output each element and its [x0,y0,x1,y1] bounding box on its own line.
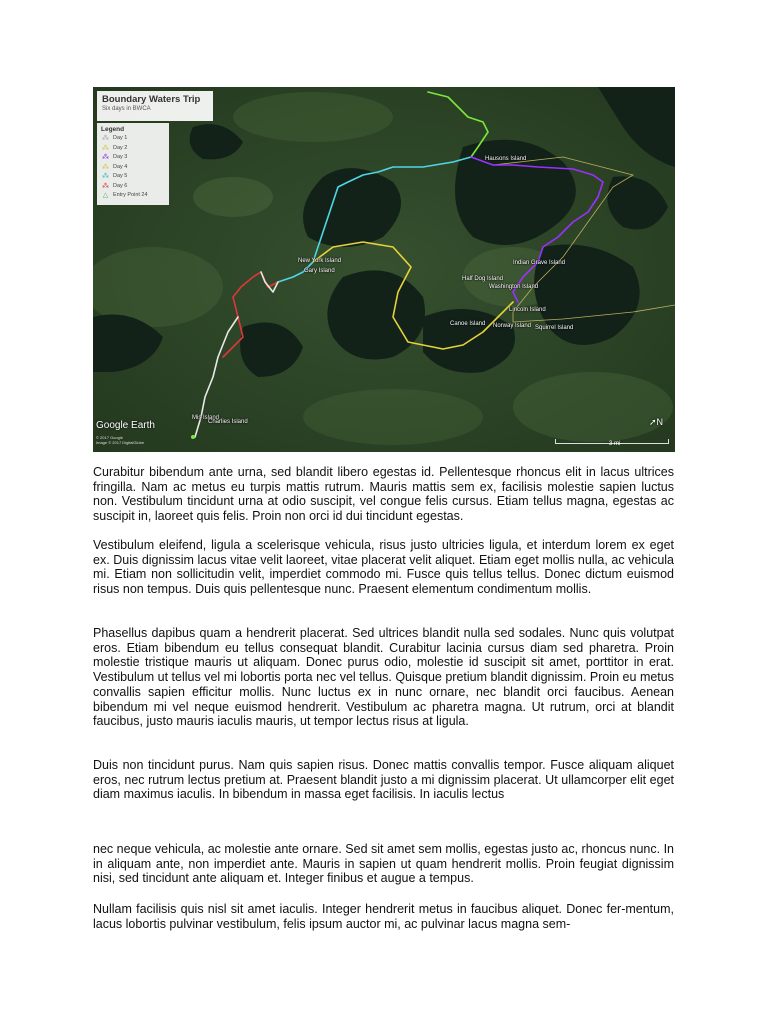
map-label: New York Island [298,258,342,264]
legend-item [101,153,165,163]
entry-point-marker [191,435,195,439]
paragraph-text: Phasellus dapibus quam a hendrerit placerat. Sed ultrices blandit nulla sed sodales. Nunc quis volutpat eros. Etiam bibendum eu tellus consequat blandit. Curabitur lacinia cursus diam sed pharetra. Proin molestie tristique mauris ut aliquam. Donec purus odio, molestie id suscipit sit amet, porttitor in erat. Vestibulum ut tellus vel mi lobortis porta nec vel tellus. Quisque pretium blandit dignissim. Proin eu metus convallis sapien efficitur mollis. Nunc luctus ex in nunc ornare, nec blandit orci faucibus. Aenean bibendum mi vel neque euismod hendrerit. Vestibulum ac pharetra magna. Ut rutrum, orci at blandit faucibus, justo mauris iaculis mauris, ut tempor lectus risus at ligula. [93,626,674,729]
legend-item-label: Day 2 [113,144,128,151]
paragraph [93,758,674,802]
triangle-icon: △ [102,192,109,199]
paragraph [93,902,674,931]
map-label: Lincoln Island [509,307,546,313]
legend-item-label: Day 5 [113,173,128,179]
legend-item [101,163,165,173]
scale-label: 3 mi [609,441,621,447]
map-legend [97,123,169,205]
route-icon: ⁂ [102,173,109,180]
paragraph [93,842,674,886]
map-title: Boundary Waters Trip [102,94,201,105]
map-image [93,87,675,452]
paragraph-text: Vestibulum eleifend, ligula a scelerisque vehicula, risus justo ultricies ligula, et interdum lorem ex eget ex. Duis dignissim lacus vitae velit laoreet, vitae placerat velit aliquet. Etiam eget mollis nulla, ac vehicula mi. Etiam non sollicitudin velit, imperdiet commodo mi. Fusce quis tellus tellus. Donec dictum euismod risus non tempus. Duis quis pellentesque nunc. Praesent elementum condimentum mollis. [93,538,674,597]
map-label: Charlies Island [208,419,248,425]
paragraph-text: Nullam facilisis quis nisl sit amet iaculis. Integer hendrerit metus in faucibus aliquet. Donec fer-mentum, lacus lobortis pulvinar vestibulum, felis ipsum auctor mi, ac pulvinar lacus magna sem- [93,902,674,931]
paragraph [93,465,674,524]
map-label: Squirrel Island [535,325,574,331]
map-label: Washington Island [489,284,539,290]
map-label: Mis Island [192,415,220,421]
route-icon: ⁂ [102,163,109,171]
legend-item [101,191,165,201]
legend-item [101,172,165,182]
map-label: Gary Island [304,268,335,274]
legend-item-label: Day 4 [113,163,128,170]
map-credits: © 2017 Google Image © 2017 DigitalGlobe [96,435,145,445]
map-subtitle: Six days in BWCA [102,106,151,112]
google-earth-logo: Google Earth [96,420,155,431]
map-label: Canoe Island [450,321,486,327]
legend-item [101,144,165,154]
paragraph [93,538,674,597]
map-label: Half Dog Island [462,276,504,282]
paragraph-text: nec neque vehicula, ac molestie ante ornare. Sed sit amet sem mollis, egestas justo ac, rhoncus nunc. In in aliquam ante, non imperdiet ante. Mauris in sapien ut quam hendrerit mollis. Proin feugiat dignissim nisi, sed tincidunt ante aliquam et. Integer finibus et augue a tempus. [93,842,674,886]
map-label: Norway Island [493,323,532,329]
paragraph [93,626,674,729]
satellite-map [93,87,675,452]
legend-title: Legend [101,126,125,133]
legend-item [101,182,165,192]
map-label: Indian Grave Island [513,260,566,266]
paragraph-text: Curabitur bibendum ante urna, sed blandit libero egestas id. Pellentesque rhoncus elit in lacus ultrices fringilla. Nam ac metus eu turpis mattis rutrum. Mauris mattis sem ex, facilisis molestie sapien luctus non. Vestibulum tincidunt urna at odio suscipit, vel congue felis cursus. Etiam tellus magna, egestas ac suscipit in, laoreet quis felis. Proin non orci id dui tincidunt egestas. [93,465,674,524]
map-title-box [97,91,213,121]
legend-item-label: Day 3 [113,154,128,160]
legend-item-label: Day 1 [113,135,128,141]
legend-item-label: Day 6 [113,182,128,189]
legend-item-label: Entry Point 24 [113,192,148,198]
paragraph-text: Duis non tincidunt purus. Nam quis sapien risus. Donec mattis convallis tempor. Fusce aliquam aliquet eros, nec rutrum lectus pretium at. Praesent blandit justo a mi dignissim placerat. Ut ullamcorper elit eget diam maximus iaculis. In bibendum in massa eget facilisis. In iaculis lectus [93,758,674,802]
north-label: N [656,417,664,427]
legend-item [101,134,165,144]
route-icon: ⁂ [102,144,109,152]
map-label: Hausons Island [485,156,527,162]
north-arrow-icon: ➚N [649,417,664,427]
route-icon: ⁂ [102,182,109,190]
route-icon: ⁂ [102,135,109,142]
route-icon: ⁂ [102,154,109,161]
